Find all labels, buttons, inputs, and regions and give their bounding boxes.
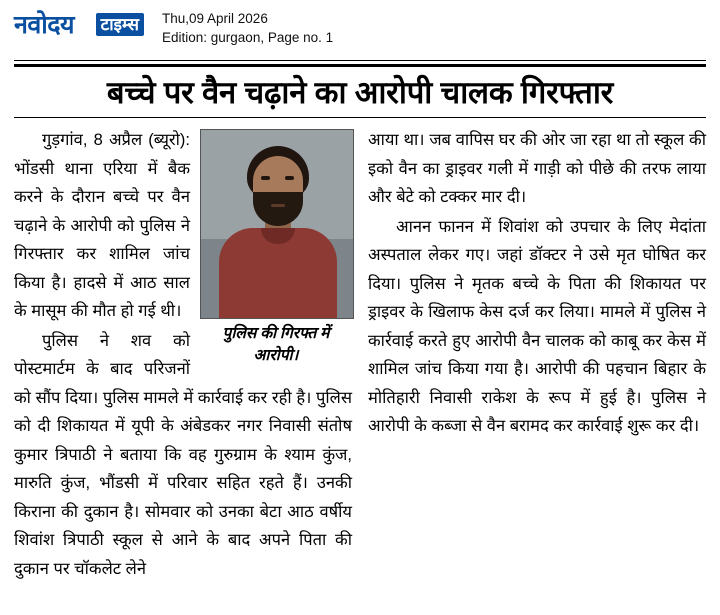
- logo-hindi-text: नवोदय: [14, 11, 75, 39]
- paragraph: आनन फानन में शिवांश को उपचार के लिए मेदांता अस्पताल लेकर गए। जहां डॉक्टर ने उसे मृत घोषित कर दिया। पुलिस ने मृतक बच्चे के पिता की शिकायत पर ड्राइवर के खिलाफ केस दर्ज कर लिया। मामले में पुलिस ने कार्रवाई करते हुए आरोपी वैन चालक को काबू कर केस में शामिल जांच किया गया है। आरोपी की पहचान बिहार के मोतिहारी निवासी राकेश के रूप में हुई है। पुलिस ने आरोपी के कब्जा से वैन बरामद कर कार्रवाई शुरू कर दी।: [368, 217, 706, 435]
- paragraph: पुलिस ने शव को पोस्टमार्टम के बाद परिजनों को सौंप दिया। पुलिस मामले में कार्रवाई कर रही है। पुलिस को दी शिकायत में यूपी के अंबेडकर नगर निवासी संतोष कुमार त्रिपाठी ने बताया कि वह गुरुग्राम के श्याम कुंज, मारुति कुंज, भौंडसी में परिवार सहित रहते हैं। उनकी किराना की दुकान है। सोमवार को उनका बेटा आठ वर्षीय शिवांश त्रिपाठी स्कूल से आने के बाद अपने पिता की दुकान पर चॉकलेट लेने: [14, 331, 352, 578]
- edition-line: Edition: gurgaon, Page no. 1: [162, 30, 334, 45]
- masthead-rule-thin: [14, 60, 706, 61]
- article-headline: बच्चे पर वैन चढ़ाने का आरोपी चालक गिरफ्तार: [106, 74, 614, 110]
- column-left: [14, 126, 352, 596]
- date-edition-block: [162, 8, 333, 47]
- column-right: [368, 126, 706, 596]
- masthead-rule-thick: [14, 64, 706, 67]
- article-body: [14, 126, 706, 596]
- newspaper-logo: [14, 10, 144, 44]
- masthead: [14, 8, 706, 58]
- paragraph: गुड़गांव, 8 अप्रैल (ब्यूरो): भोंडसी थाना एरिया में बैक करने के दौरान बच्चे पर वैन चढ़ाने के आरोपी को पुलिस ने गिरफ्तार कर शामिल जांच किया है। हादसे में आठ साल के मासूम की मौत हो गई थी।: [14, 131, 190, 320]
- photo-block: [200, 129, 352, 367]
- headline-rule: [14, 117, 706, 119]
- paragraph: आया था। जब वापिस घर की ओर जा रहा था तो स्कूल की इको वैन का ड्राइवर गली में गाड़ी को पीछे की तरफ लाया और बेटे को टक्कर मार दी।: [368, 131, 706, 206]
- accused-photo: [200, 129, 354, 319]
- publication-date: Thu,09 April 2026: [162, 11, 268, 26]
- photo-caption: पुलिस की गिरफ्त में आरोपी।: [222, 325, 330, 364]
- logo-box-text: टाइम्स: [96, 13, 144, 36]
